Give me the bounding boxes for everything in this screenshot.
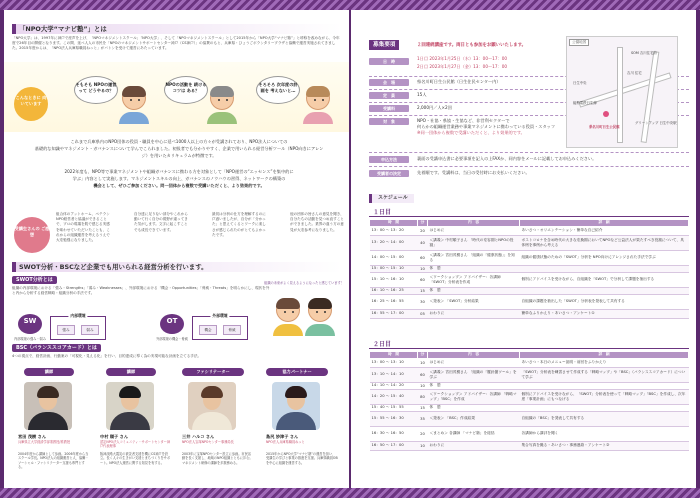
info-value: 2日目 2023年1月27日（金）13：00～17：00 — [417, 64, 508, 69]
lead-paragraph — [34, 138, 324, 159]
col-content: 内 容 — [428, 220, 520, 227]
voices-circle: 受講生さんの ご感想 — [14, 217, 50, 253]
minutes-cell: 05 — [418, 309, 428, 318]
lecturer-name: 宮田 茂樹 さん — [18, 434, 47, 439]
lead-line: 2022年度も、NPO等で事業マネジメントや組織ガバナンスに携わる方を対象として「NPO運営の“エッセンス”を集中的に — [64, 169, 294, 174]
content-cell: ＜発表＞ 「BSC」作成結果 — [428, 411, 520, 426]
divider — [369, 152, 689, 153]
schedule-row — [370, 309, 689, 318]
divider — [369, 166, 689, 167]
lecturer-bio: 2004年度から講師として参画。2006年度から当スクール学長。NPO法人の組織運営と人、協働・ソーシャル・ファシリテーター支援も専門とする。 — [18, 452, 89, 470]
child-body — [273, 324, 303, 336]
minutes-cell: 60 — [418, 250, 428, 265]
detail-cell: 自組織の「BSC」を発表して共有する — [520, 411, 689, 426]
time-cell: 13：00 ～ 13：10 — [370, 358, 418, 367]
opportunity-cell: 機会 — [199, 325, 217, 335]
content-cell: ＜発表＞ 「SWOT」分析結果 — [428, 294, 520, 309]
detail-cell: 個別にアドバイスを受けながら、自組織を「SWOT」で分析して課題を抽出する — [520, 272, 689, 287]
info-value: NPO・社協・県協・生協など、非営利セクターで — [417, 118, 510, 123]
bsc-subheading: BSC（バランススコアカード）とは — [12, 344, 101, 352]
facilitator-role: NPO法人宝塚NPOセンター事務局長 — [182, 440, 234, 444]
schedule-row — [370, 367, 689, 382]
detail-cell — [520, 382, 689, 389]
time-cell: 16：25 ～ 16：55 — [370, 294, 418, 309]
lead-line: 学ぶ」内容として実施します。マネジメントスキルの向上、ガバナンスのノウハウの習得、ネットワークの構築の — [72, 176, 286, 181]
info-value: 裏面の受講申込書に必要事項を記入の上FAXか、同内容をメールに記載してお申込みください。 — [417, 156, 597, 161]
detail-cell — [520, 404, 689, 411]
person-body — [303, 112, 333, 124]
info-label: 受講者の決定 — [369, 170, 409, 177]
partner-photo — [272, 382, 320, 430]
content-cell: ＜講義＞ 宮田茂樹さん 「組織の「羅針盤ツール」を学ぶ — [428, 367, 520, 382]
schedule-row — [370, 250, 689, 265]
info-label: 受講料 — [369, 105, 409, 112]
info-label: 定 員 — [369, 92, 409, 99]
strength-cell: 強み — [57, 325, 75, 335]
partner-tag: 協力パートナー — [266, 368, 328, 376]
info-value: 2,000円／人×2回 — [417, 105, 452, 110]
partner-bio: 2015年からNPO大学“マナビ塾”の運営を担い、受講生の学びと事業の推進を支援。兵庫県職員OBを中心に組織を運営する。 — [266, 452, 338, 465]
internal-frame — [50, 313, 106, 340]
day1-schedule-table — [369, 219, 689, 319]
facilitator-photo — [188, 382, 236, 430]
concern-bubble: そろそろ 次年度の計画を 考えないと… — [256, 76, 300, 104]
content-cell: はじめに — [428, 358, 520, 367]
col-detail: 詳 細 — [520, 220, 689, 227]
content-cell: 休 憩 — [428, 404, 520, 411]
info-label: 対 象 — [369, 118, 409, 125]
facilitator-name: 三井 ハルコ さん — [182, 434, 215, 439]
person-body — [207, 112, 237, 124]
swot-subheading: SWOT分析とは — [12, 276, 57, 284]
info-title: 募集要項 — [369, 40, 399, 50]
content-cell: 休 憩 — [428, 287, 520, 294]
time-cell: 15：10 ～ 16：10 — [370, 272, 418, 287]
map-label: 能勢電鉄日生線 — [573, 101, 597, 105]
about-heading: 「NPO大学“マナビ塾”」とは — [12, 24, 342, 34]
col-minutes: 分 — [418, 352, 428, 359]
minutes-cell: 80 — [418, 389, 428, 404]
lead-line: 基礎的な知識やマネジメント・ガバナンスについて学んでこられました。初級者でも分かりやすく、企業で用いられる経営分析ツール（NPO向きにアレンジ）を用いたカリキュラムが特徴です。 — [34, 146, 324, 158]
map-label: 吉川 住宅 — [627, 71, 642, 75]
col-detail: 詳 細 — [520, 352, 689, 359]
minutes-cell: 15 — [418, 287, 428, 294]
lecturer-tag: 講師 — [106, 368, 156, 376]
lecturer-bio: 阪神淡路大震災の被災者支援を機にCS神戸を設立。長く人々の生きがい支援とまちづくりをサポート。NPO法人運営に関する知見を有する。 — [100, 452, 171, 465]
schedule-row — [370, 411, 689, 426]
minutes-cell: 60 — [418, 367, 428, 382]
time-cell: 13：20 ～ 14：00 — [370, 235, 418, 250]
schedule-row — [370, 272, 689, 287]
content-cell: ＜まとめ＞ 各講師 「マナビ塾」を総括 — [428, 426, 520, 441]
info-value: 1日目 2023年1月25日（水）13：00～17：00 — [417, 56, 508, 61]
detail-cell: 自組織の課題を抽出した「SWOT」分析表を発表して共有する — [520, 294, 689, 309]
top-border-stripe — [0, 0, 700, 10]
map-title: 公園地図 — [569, 39, 589, 46]
col-time: 時 間 — [370, 220, 418, 227]
ot-label: OT — [166, 317, 178, 325]
info-value: 15人 — [417, 92, 427, 97]
bottom-border-stripe — [0, 488, 700, 498]
content-cell: はじめに — [428, 226, 520, 235]
content-cell: ＜講義＞ 宮田茂樹さん 「組織の「健康状態」」を知る — [428, 250, 520, 265]
concern-bubble: NPOの活動を 続けるコツは ある？ — [164, 76, 208, 104]
time-cell: 13：00 ～ 13：20 — [370, 226, 418, 235]
person-illustration — [122, 86, 146, 110]
lead-paragraph-2 — [34, 168, 324, 189]
sw-label: SW — [23, 317, 37, 325]
swot-ot-badge — [160, 314, 184, 334]
child-illustration — [276, 298, 300, 322]
map-label: グリーンアップ 日生中央駅 — [635, 121, 677, 125]
facilitator-tag: ファシリテーター — [182, 368, 244, 376]
time-cell: 15：00 ～ 15：10 — [370, 265, 418, 272]
minutes-cell: 10 — [418, 265, 428, 272]
venue-map — [566, 36, 678, 148]
external-caption: 外部環境 — [212, 313, 228, 318]
child-body — [305, 324, 335, 336]
voice-text: 他の団体の皆さんの意見を聞き、自分たちの活動を見つめ直すことができました。業界の違う方の意見が大変参考になりました。 — [290, 212, 344, 232]
day2-label: ２日目 — [369, 340, 689, 349]
weakness-cell: 弱み — [81, 325, 99, 335]
time-cell: 15：40 ～ 15：55 — [370, 404, 418, 411]
voice-text: 自分達に足りない部分やこれから動いて行く自分の視野が違ってきた気がします。文字に起こすことでも成長できています。 — [134, 212, 188, 232]
minutes-cell: 15 — [418, 404, 428, 411]
content-cell: おわりに — [428, 441, 520, 450]
day2-schedule-table — [369, 351, 689, 451]
info-value: 何らかの組織運営業務や事業マネジメントに携わっている役員・スタッフ — [417, 124, 556, 129]
col-content: 内 容 — [428, 352, 520, 359]
ot-caption: 外部環境の機会・脅威 — [156, 337, 188, 341]
minutes-cell: 20 — [418, 426, 428, 441]
lecturer-photo — [106, 382, 154, 430]
facilitator-bio: 2003年に宝塚NPOセンター設立に参画。市民活動を長く支援し、地域のNPO組織とともに歩む。マネジメント研修の講師を多数務める。 — [182, 452, 253, 465]
info-label: 申込方法 — [369, 156, 409, 163]
participant-voices — [56, 212, 346, 243]
kids-illustration — [264, 280, 344, 350]
partner-name: 島尻 妙津子 さん — [266, 434, 299, 439]
person-body — [119, 112, 149, 124]
map-road — [641, 51, 660, 143]
schedule-row — [370, 235, 689, 250]
content-cell: 休 憩 — [428, 382, 520, 389]
voice-text: 組合体のアットホーム、ベテランNPO経営者と協議ができることで、プロの現場を肌で感じる実感を味わせていただいたことも、これからの組織運営を考えるうえで大変勉強になりました。 — [56, 212, 110, 243]
detail-cell — [520, 287, 689, 294]
right-page — [351, 10, 696, 488]
info-value: 先着順です。受講料は、当日の受付時にお支払いください。 — [417, 170, 530, 175]
lecturer-role: 認定NPO法人コミュニティ・サポートセンター神戸代表理事 — [100, 440, 171, 449]
info-value: ※同一団体から複数で受講いただくと、より効果的です。 — [417, 130, 525, 135]
schedule-row — [370, 382, 689, 389]
schedule-row — [370, 426, 689, 441]
swot-heading: SWOT分析・BSCなど企業でも用いられる経営分析を行います。 — [12, 262, 342, 272]
lead-line: 機会として、ぜひご参加ください。同一団体から複数で受講いただくと、より効果的です。 — [93, 183, 265, 188]
lecturer-name: 中村 順子 さん — [100, 434, 129, 439]
detail-cell: 組織の健康状態のための「SWOT」分析を NPO向けにアレンジされた手法で学ぶ — [520, 250, 689, 265]
person-illustration — [210, 86, 234, 110]
schedule-title: スケジュール — [369, 194, 414, 203]
person-illustration — [306, 86, 330, 110]
lead-line: これまで兵庫県内のNPO団体の役員・職員を中心に延べ1000人以上の方々が受講されており、NPO法人についての — [70, 139, 288, 144]
time-cell: 16：50 ～ 17：00 — [370, 441, 418, 450]
schedule-row — [370, 287, 689, 294]
lecturer-tag: 講師 — [24, 368, 74, 376]
col-minutes: 分 — [418, 220, 428, 227]
detail-cell: 簡単なふりかえり・あいさつ・アンケート① — [520, 309, 689, 318]
lecturer-photo — [24, 382, 72, 430]
detail-cell: 個別にアドバイスを受けながら、「SWOT」分析表を使って「戦略マップ」「BSC」を作成し、次年度「事業計画」にもつなげる — [520, 389, 689, 404]
schedule-row — [370, 441, 689, 450]
minutes-cell: 10 — [418, 382, 428, 389]
map-label: 県名川町日生公民館 — [589, 125, 620, 129]
detail-cell: ポストコロナを含め時代の大きな変換期においてNPOなど公益法人が果たすべき役割について、具体例を事例から考える — [520, 235, 689, 250]
minutes-cell: 20 — [418, 226, 428, 235]
sw-caption: 内部環境の強み・弱み — [14, 337, 46, 341]
content-cell: おわりに — [428, 309, 520, 318]
kids-caption: 組織の未来がよく見えるようになったと感じています！ — [264, 281, 344, 285]
concern-bubble: そもそも NPOの運営って どうやるの？ — [74, 76, 118, 104]
minutes-cell: 35 — [418, 411, 428, 426]
content-cell: ＜ワークショップ＞ アドバイザー：各講師 「戦略マップ」「BSC」を作成 — [428, 389, 520, 404]
time-cell: 15：55 ～ 16：30 — [370, 411, 418, 426]
schedule-row — [370, 358, 689, 367]
intro-text: 「NPO大学」は、1997年に神戸で産声を上げ、「NPOマネジメントスクール」「NPO大学」、そして「NPOマネジメントスクール」として2015年から「NPO大学“マナビ塾”」と呼称を改めながら、今年度で26年目の開催となります。この間、延べ人人の市民を「NPOのマネジメントサポートセンター神戸（CS神戸）」の協賛のもと、兵庫県・ひょうごボランタリープラザと協働で運営実施されてきました。2015年度からは、「NPO法人兵庫県職員ねっと」がバトンを受けて運営にあたっています。 — [12, 36, 340, 51]
time-cell: 14：20 ～ 15：40 — [370, 389, 418, 404]
content-cell: ＜講義＞ 中村順子さん 「時代の変容期とNPOの役割」 — [428, 235, 520, 250]
detail-cell: 集合写真を撮る・あいさつ・事務連絡・アンケート② — [520, 441, 689, 450]
time-cell: 14：10 ～ 14：20 — [370, 382, 418, 389]
schedule-row — [370, 294, 689, 309]
concerns-panel — [4, 62, 349, 132]
lecturers-section — [12, 368, 342, 484]
time-cell: 16：10 ～ 16：25 — [370, 287, 418, 294]
info-label: 日 時 — [369, 58, 409, 65]
time-cell: 16：30 ～ 16：50 — [370, 426, 418, 441]
detail-cell: 「SWOT」分析表を練習させて作成する「戦略マップ」や「BSC」（バランススコアカード）について学ぶ — [520, 367, 689, 382]
info-value: 県名川町日生公民館（日生住民センター内） — [417, 79, 501, 84]
schedule-row — [370, 226, 689, 235]
left-page — [4, 10, 349, 488]
info-label: 会 場 — [369, 79, 409, 86]
schedule-row — [370, 265, 689, 272]
lecturer-role: 兵庫県立大学経済学部准教授/准教授 — [18, 440, 71, 444]
internal-caption: 内部環境 — [70, 313, 86, 318]
external-frame — [192, 313, 248, 340]
child-illustration — [308, 298, 332, 322]
detail-cell — [520, 265, 689, 272]
minutes-cell: 10 — [418, 441, 428, 450]
partner-role: NPO法人兵庫県職員ねっと — [266, 440, 305, 444]
swot-description: 組織の内部環境における「強み・Strengths」「弱み・Weaknesses」、外部環境における「機会・Opportunities」「脅威・Threats」を明らかにし、現状を外と内から分析する経営戦略・組織分析の手法です。 — [12, 286, 270, 295]
content-cell: ＜ワークショップ＞ アドバイザー：各講師 「SWOT」分析表を作成 — [428, 272, 520, 287]
col-time: 時 間 — [370, 352, 418, 359]
day1-label: １日目 — [369, 208, 689, 217]
map-label: SOM 吉川住宅前 — [631, 51, 657, 55]
info-note: ２回連続講座です。両日とも参加をお願いいたします。 — [417, 43, 527, 48]
time-cell: 13：10 ～ 14：10 — [370, 367, 418, 382]
bsc-description: 4つの視点で、経営計画、行動案の「可視化・見える化」を行い、目的達成に導く為の実現可能な計画を立てる手法。 — [12, 354, 202, 358]
time-cell: 14：00 ～ 15：00 — [370, 250, 418, 265]
minutes-cell: 60 — [418, 272, 428, 287]
schedule-row — [370, 389, 689, 404]
swot-sw-badge — [18, 314, 42, 334]
minutes-cell: 30 — [418, 294, 428, 309]
time-cell: 16：55 ～ 17：00 — [370, 309, 418, 318]
map-label: 日生中央 — [573, 81, 587, 85]
minutes-cell: 40 — [418, 235, 428, 250]
threat-cell: 脅威 — [223, 325, 241, 335]
minutes-cell: 10 — [418, 358, 428, 367]
detail-cell: あいさつ・オリエンテーション・簡単な自己紹介 — [520, 226, 689, 235]
voice-text: 最初は分析の仕方を理解するのに戸惑いましたが、自分が「分かった」と思えてくるとワークに楽しさが感じられたのがとてもよかったです。 — [212, 212, 266, 237]
detail-cell: あいさつ・本日のメニュー説明・前回をふりかえり — [520, 358, 689, 367]
venue-pin-icon — [603, 111, 609, 117]
schedule-row — [370, 404, 689, 411]
content-cell: 休 憩 — [428, 265, 520, 272]
suitable-for-circle: こんなときに 向いています — [14, 87, 48, 121]
detail-cell: 各講師から講評を聞く — [520, 426, 689, 441]
